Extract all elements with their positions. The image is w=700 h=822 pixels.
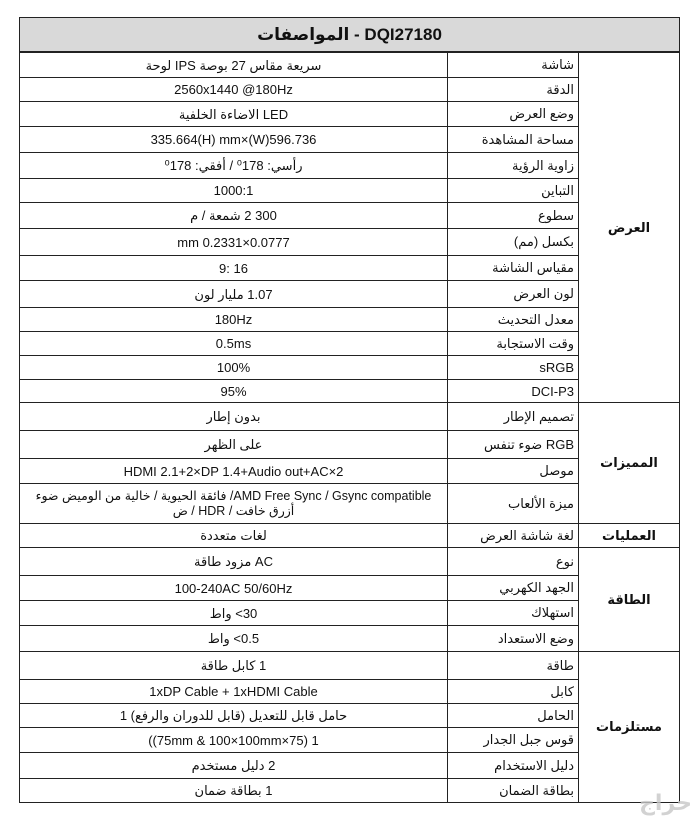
spec-value: 1 كابل طاقة [20,652,448,680]
spec-value: 2560x1440 @180Hz [20,78,448,102]
spec-value: 1.07 مليار لون [20,281,448,308]
spec-value: 1xDP Cable + 1xHDMI Cable [20,680,448,704]
spec-value: 180Hz [20,308,448,332]
spec-value: 2×HDMI 2.1+2×DP 1.4+Audio out+AC [20,459,448,484]
spec-label: وضع العرض [448,102,579,127]
spec-label: DCI-P3 [448,380,579,403]
spec-label: تصميم الإطار [448,403,579,431]
spec-label: لون العرض [448,281,579,308]
spec-label: الحامل [448,704,579,728]
spec-value: على الظهر [20,431,448,459]
spec-value: 100% [20,356,448,380]
spec-group-label: العمليات [579,524,680,548]
spec-label: بطاقة الضمان [448,779,579,803]
spec-sheet [19,17,680,803]
spec-label: ميزة الألعاب [448,484,579,524]
spec-value: 1000:1 [20,179,448,203]
spec-row [20,53,680,78]
spec-value: 0.0777×0.2331 mm [20,229,448,256]
spec-value: 0.5> واط [20,626,448,652]
spec-row [20,548,680,576]
spec-label: شاشة [448,53,579,78]
spec-label: الدقة [448,78,579,102]
site-watermark-logo: حراج [639,790,692,815]
spec-value: رأسي: ⁰178 / أفقي: ⁰178 [20,153,448,179]
spec-value: 0.5ms [20,332,448,356]
spec-value: حامل قابل للتعديل (قابل للدوران والرفع) 1 [20,704,448,728]
spec-label: التباين [448,179,579,203]
spec-value: سريعة مقاس 27 بوصة IPS لوحة [20,53,448,78]
spec-label: مساحة المشاهدة [448,127,579,153]
spec-label: مقياس الشاشة [448,256,579,281]
spec-label: sRGB [448,356,579,380]
spec-row [20,403,680,431]
spec-value: AC مزود طاقة [20,548,448,576]
spec-label: بكسل (مم) [448,229,579,256]
spec-value: 596.736(W)×335.664(H) mm [20,127,448,153]
spec-label: كابل [448,680,579,704]
spec-value: AMD Free Sync / Gsync compatible/ فائقة الحيوية / خالية من الوميض ضوء أزرق خافت / HDR / ض [20,484,448,524]
spec-label: لغة شاشة العرض [448,524,579,548]
spec-label: سطوع [448,203,579,229]
spec-value: LED الاضاءة الخلفية [20,102,448,127]
spec-group-label: العرض [579,53,680,403]
spec-label: معدل التحديث [448,308,579,332]
spec-value: 2 دليل مستخدم [20,753,448,779]
spec-label: زاوية الرؤية [448,153,579,179]
spec-label: طاقة [448,652,579,680]
spec-table [19,52,680,803]
spec-label: RGB ضوء تنفس [448,431,579,459]
spec-title: DQI27180 - المواصفات [19,17,680,52]
spec-label: موصل [448,459,579,484]
spec-label: استهلاك [448,601,579,626]
spec-group-label: الطاقة [579,548,680,652]
spec-value: 30> واط [20,601,448,626]
spec-label: الجهد الكهربي [448,576,579,601]
spec-group-label: مستلزمات [579,652,680,803]
spec-value: 95% [20,380,448,403]
spec-label: وقت الاستجابة [448,332,579,356]
spec-row [20,652,680,680]
spec-value: 1 بطاقة ضمان [20,779,448,803]
spec-value: 1 (75×75mm & 100×100mm)) [20,728,448,753]
spec-label: دليل الاستخدام [448,753,579,779]
spec-value: لغات متعددة [20,524,448,548]
spec-label: قوس جبل الجدار [448,728,579,753]
spec-row [20,524,680,548]
spec-label: وضع الاستعداد [448,626,579,652]
spec-label: نوع [448,548,579,576]
spec-value: 300 2 شمعة / م [20,203,448,229]
spec-value: بدون إطار [20,403,448,431]
spec-value: 100-240AC 50/60Hz [20,576,448,601]
spec-value: 16 :9 [20,256,448,281]
spec-group-label: المميزات [579,403,680,524]
